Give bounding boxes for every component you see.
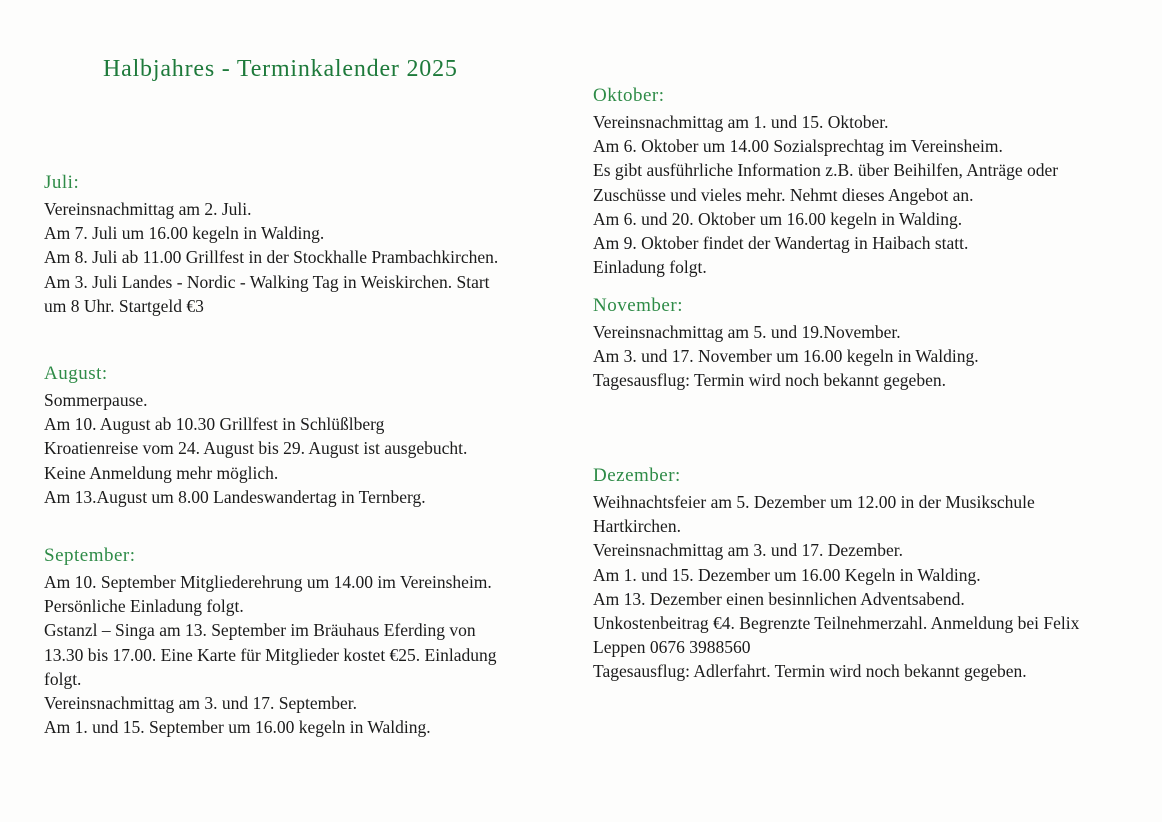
event-line: Es gibt ausführliche Information z.B. über Beihilfen, Anträge oder — [593, 160, 1059, 181]
event-line: Am 1. und 15. Dezember um 16.00 Kegeln in Walding. — [593, 564, 981, 585]
event-line: Zuschüsse und vieles mehr. Nehmt dieses Angebot an. — [593, 184, 974, 205]
event-line: Am 6. und 20. Oktober um 16.00 kegeln in Walding. — [593, 208, 963, 229]
event-line: Vereinsnachmittag am 1. und 15. Oktober. — [593, 112, 889, 132]
month-heading-oktober: Oktober: — [593, 85, 665, 106]
event-line: Gstanzl – Singa am 13. September im Bräuhaus Eferding von — [44, 620, 476, 641]
event-line: Unkostenbeitrag €4. Begrenzte Teilnehmerzahl. Anmeldung bei Felix — [593, 613, 1080, 634]
month-heading-juli: Juli: — [44, 172, 80, 193]
section-september — [44, 544, 564, 739]
event-line: 13.30 bis 17.00. Eine Karte für Mitglieder kostet €25. Einladung — [44, 644, 497, 665]
section-november — [593, 294, 1128, 393]
event-line: Tagesausflug: Termin wird noch bekannt gegeben. — [593, 370, 946, 391]
event-line: um 8 Uhr. Startgeld €3 — [44, 295, 204, 316]
month-heading-september: September: — [44, 545, 136, 566]
month-heading-november: November: — [593, 295, 683, 316]
event-line: Weihnachtsfeier am 5. Dezember um 12.00 in der Musikschule — [593, 492, 1035, 512]
event-line: Leppen 0676 3988560 — [593, 637, 751, 658]
event-line: Vereinsnachmittag am 3. und 17. September. — [44, 693, 357, 714]
event-line: Keine Anmeldung mehr möglich. — [44, 462, 279, 483]
event-line: Persönliche Einladung folgt. — [44, 596, 244, 617]
event-line: Am 3. Juli Landes - Nordic - Walking Tag in Weiskirchen. Start — [44, 271, 490, 292]
event-line: Am 13.August um 8.00 Landeswandertag in Ternberg. — [44, 486, 426, 507]
event-line: Hartkirchen. — [593, 516, 681, 537]
event-line: Am 10. September Mitgliederehrung um 14.00 im Vereinsheim. — [44, 572, 492, 592]
event-line: Tagesausflug: Adlerfahrt. Termin wird noch bekannt gegeben. — [593, 661, 1027, 682]
event-line: Am 7. Juli um 16.00 kegeln in Walding. — [44, 223, 325, 244]
event-line: Am 13. Dezember einen besinnlichen Adventsabend. — [593, 588, 965, 609]
section-august — [44, 362, 559, 509]
page-title: Halbjahres - Terminkalender 2025 — [103, 56, 458, 82]
event-line: Vereinsnachmittag am 2. Juli. — [44, 199, 252, 219]
event-line: folgt. — [44, 668, 82, 689]
event-line: Am 8. Juli ab 11.00 Grillfest in der Stockhalle Prambachkirchen. — [44, 247, 499, 268]
event-line: Einladung folgt. — [593, 257, 707, 278]
event-line: Am 10. August ab 10.30 Grillfest in Schlüßlberg — [44, 414, 385, 435]
event-line: Am 1. und 15. September um 16.00 kegeln in Walding. — [44, 717, 431, 738]
month-heading-august: August: — [44, 363, 108, 384]
event-line: Kroatienreise vom 24. August bis 29. August ist ausgebucht. — [44, 438, 468, 459]
event-line: Vereinsnachmittag am 3. und 17. Dezember. — [593, 540, 904, 561]
event-line: Am 6. Oktober um 14.00 Sozialsprechtag im Vereinsheim. — [593, 136, 1003, 157]
event-line: Am 3. und 17. November um 16.00 kegeln in Walding. — [593, 346, 979, 367]
event-line: Sommerpause. — [44, 390, 148, 410]
month-heading-dezember: Dezember: — [593, 465, 681, 486]
section-oktober — [593, 84, 1128, 279]
event-line: Vereinsnachmittag am 5. und 19.November. — [593, 322, 901, 342]
event-line: Am 9. Oktober findet der Wandertag in Haibach statt. — [593, 233, 969, 254]
section-juli — [44, 171, 559, 318]
section-dezember — [593, 464, 1153, 684]
